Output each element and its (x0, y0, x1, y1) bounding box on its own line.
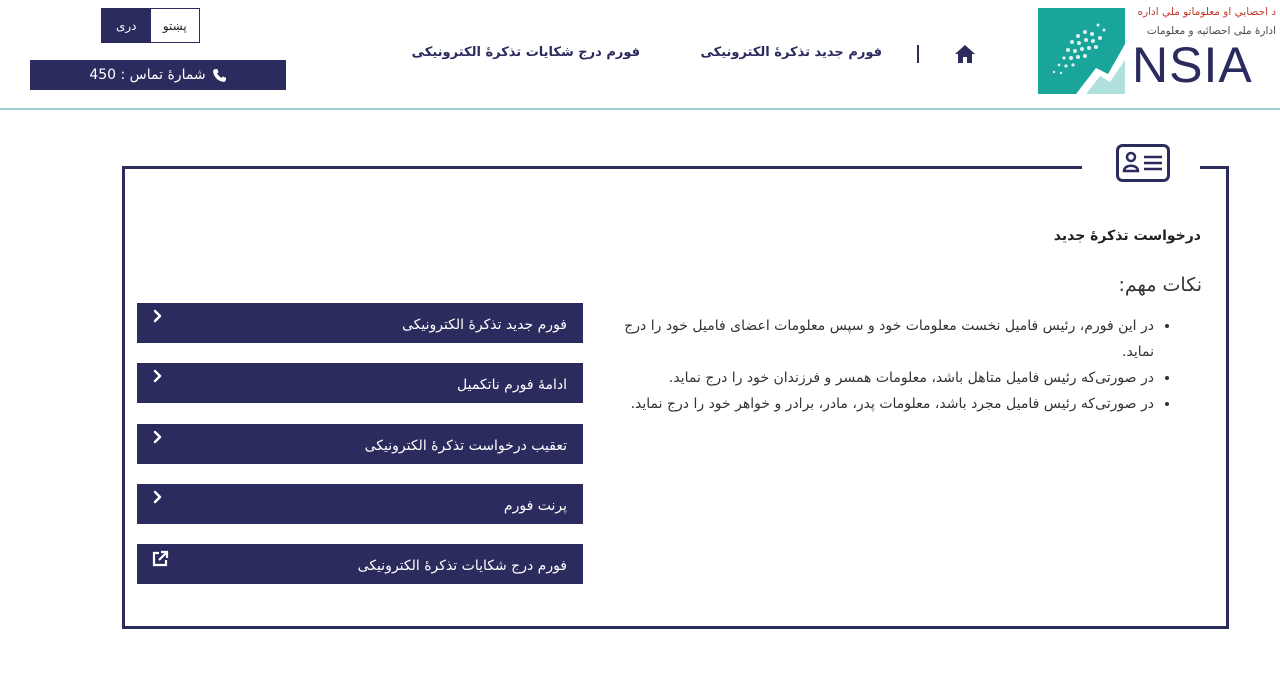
language-switcher (101, 8, 200, 43)
chevron-right-icon (151, 369, 165, 383)
notes-title: نکات مهم: (1118, 274, 1202, 296)
new-form-button-label: فورم جدید تذکرهٔ الکترونیکی (401, 317, 567, 333)
contact-number (30, 60, 286, 90)
complaint-form-button[interactable] (137, 544, 583, 584)
nav-separator (917, 45, 919, 63)
track-request-label: تعقیب درخواست تذکرهٔ الکترونیکی (364, 438, 567, 454)
chevron-right-icon (151, 490, 165, 504)
logo-text-dari: ادارهٔ ملی احصائیه و معلومات (1146, 25, 1276, 37)
afghanistan-map-logo-icon (1038, 8, 1125, 94)
nav-new-form-link[interactable]: فورم جدید تذکرهٔ الکترونیکی (700, 45, 882, 60)
track-request-button[interactable] (137, 424, 583, 464)
nav-complaint-form-link[interactable]: فورم درج شکایات تذکرهٔ الکترونیکی (411, 45, 640, 60)
notes-list (598, 313, 1180, 417)
chevron-right-icon (151, 430, 165, 444)
print-form-label: پرنت فورم (503, 498, 567, 514)
id-card-icon (1116, 144, 1170, 182)
card-title: درخواست تذکرهٔ جدید (1053, 228, 1201, 244)
note-item: • در صورتی‌که رئیس فامیل متاهل باشد، معلومات همسر و فرزندان خود را درج نماید. (598, 365, 1154, 391)
chevron-right-icon (151, 309, 165, 323)
external-link-icon (151, 550, 169, 568)
continue-incomplete-form-label: ادامهٔ فورم ناتکمیل (457, 377, 567, 393)
home-icon[interactable] (954, 44, 976, 64)
logo-text-pashto: د احصايي او معلوماتو ملي اداره (1137, 6, 1276, 18)
phone-icon (212, 68, 227, 83)
language-dari-button[interactable]: دری (102, 9, 151, 42)
complaint-form-label: فورم درج شکایات تذکرهٔ الکترونیکی (357, 558, 567, 574)
note-item: • در این فورم، رئیس فامیل نخست معلومات خود و سپس معلومات اعضای فامیل خود را درج نماید. (598, 313, 1154, 365)
site-header (0, 0, 1280, 110)
new-form-button[interactable] (137, 303, 583, 343)
contact-number-text: شمارهٔ تماس : 450 (89, 67, 206, 83)
nsia-logo[interactable] (1038, 6, 1280, 96)
logo-brand: NSIA (1132, 37, 1253, 93)
note-item: • در صورتی‌که رئیس فامیل مجرد باشد، معلومات پدر، مادر، برادر و خواهر خود را درج نماید. (598, 391, 1154, 417)
language-pashto-button[interactable]: پښتو (151, 9, 200, 42)
print-form-button[interactable] (137, 484, 583, 524)
continue-incomplete-form-button[interactable] (137, 363, 583, 403)
